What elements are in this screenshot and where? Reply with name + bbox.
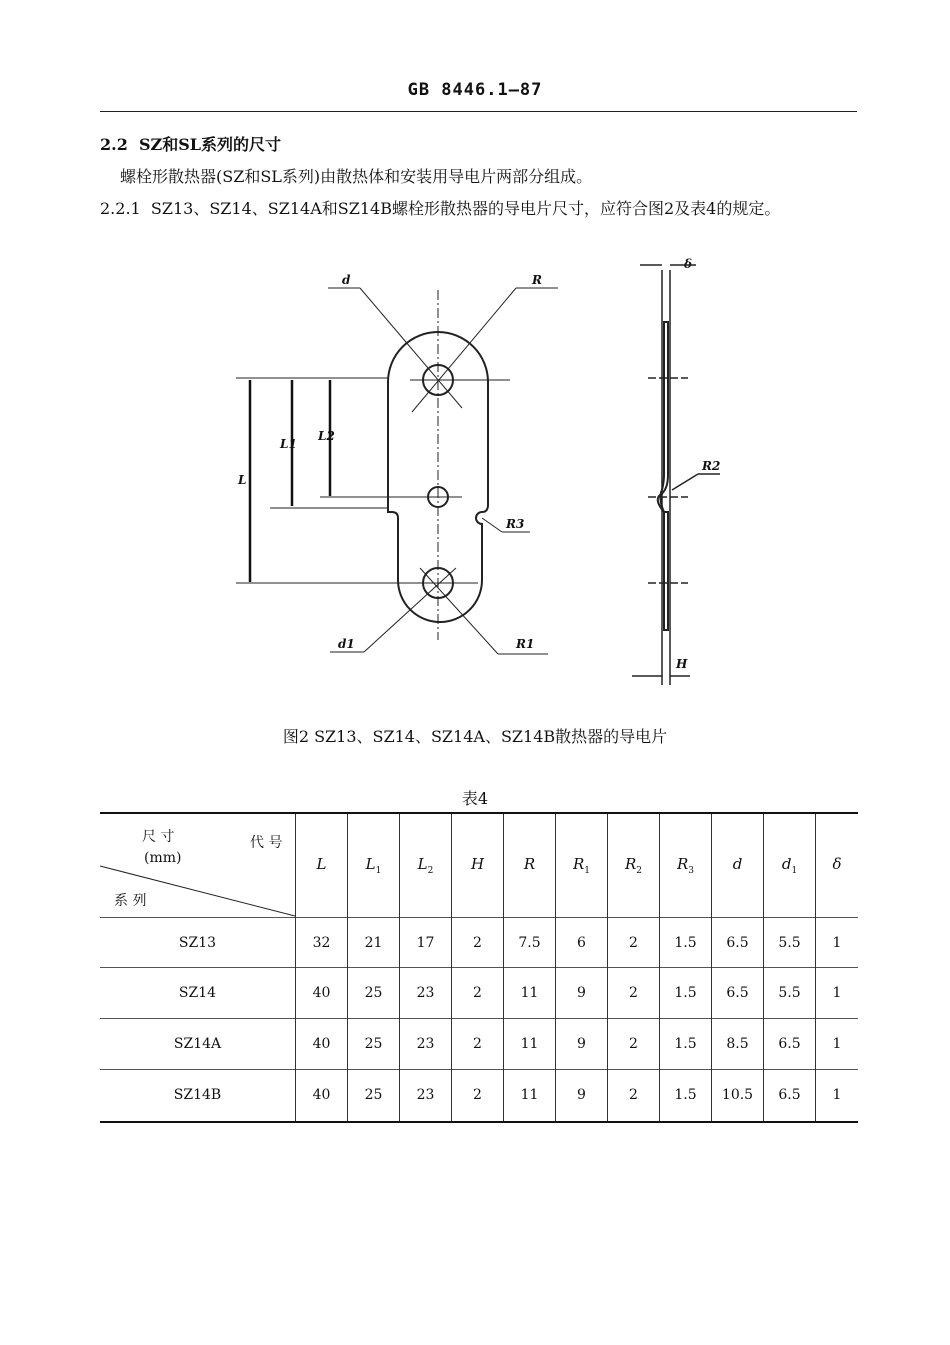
section-2-2-paragraph: 螺栓形散热器(SZ和SL系列)由散热体和安装用导电片两部分组成。	[120, 167, 593, 186]
value-cell: 17	[400, 918, 452, 968]
document-header: GB 8446.1—87	[407, 80, 543, 100]
col-header: $d_1$	[764, 813, 816, 918]
value-cell: 6.5	[712, 968, 764, 1019]
label-R3: R3	[506, 517, 525, 531]
col-header: d	[712, 813, 764, 918]
value-cell: 7.5	[504, 918, 556, 968]
value-cell: 2	[452, 968, 504, 1019]
value-cell: 2	[608, 1019, 660, 1070]
label-H: H	[676, 657, 688, 671]
col-header: H	[452, 813, 504, 918]
table-row	[100, 918, 858, 968]
table-row	[100, 968, 858, 1019]
value-cell: 32	[296, 918, 348, 968]
col-header: $R_1$	[556, 813, 608, 918]
corner-header-cell	[100, 813, 296, 918]
value-cell: 23	[400, 968, 452, 1019]
section-number: 2.2.1	[100, 199, 141, 218]
value-cell: 25	[348, 1070, 400, 1122]
table-header-row	[100, 813, 858, 918]
col-header: $R_2$	[608, 813, 660, 918]
value-cell: 40	[296, 1070, 348, 1122]
figure-caption: 图2 SZ13、SZ14、SZ14A、SZ14B散热器的导电片	[282, 727, 668, 746]
table-row	[100, 1019, 858, 1070]
value-cell: 2	[608, 1070, 660, 1122]
series-cell: SZ13	[100, 918, 296, 968]
label-R1: R1	[516, 637, 535, 651]
value-cell: 11	[504, 1019, 556, 1070]
value-cell: 1.5	[660, 918, 712, 968]
corner-unit-label: (mm)	[144, 850, 182, 866]
label-d: d	[342, 273, 351, 287]
value-cell: 25	[348, 1019, 400, 1070]
value-cell: 1	[816, 1019, 859, 1070]
value-cell: 5.5	[764, 918, 816, 968]
col-header: L	[296, 813, 348, 918]
value-cell: 11	[504, 968, 556, 1019]
dimensions-table	[100, 812, 858, 1123]
value-cell: 8.5	[712, 1019, 764, 1070]
section-text: SZ13、SZ14、SZ14A和SZ14B螺栓形散热器的导电片尺寸，应符合图2及表4的规定。	[150, 199, 781, 218]
value-cell: 6	[556, 918, 608, 968]
value-cell: 25	[348, 968, 400, 1019]
value-cell: 9	[556, 968, 608, 1019]
table-title: 表4	[461, 789, 489, 808]
col-header: $R_3$	[660, 813, 712, 918]
value-cell: 5.5	[764, 968, 816, 1019]
label-d1: d1	[338, 637, 355, 651]
value-cell: 9	[556, 1019, 608, 1070]
col-header: $L_1$	[348, 813, 400, 918]
label-L1: L1	[280, 437, 297, 451]
conductor-plate-drawing	[200, 250, 720, 690]
value-cell: 23	[400, 1070, 452, 1122]
value-cell: 11	[504, 1070, 556, 1122]
col-header: δ	[816, 813, 859, 918]
label-L: L	[238, 473, 247, 487]
value-cell: 1.5	[660, 968, 712, 1019]
value-cell: 10.5	[712, 1070, 764, 1122]
section-2-2-heading	[100, 132, 281, 155]
section-title: SZ和SL系列的尺寸	[138, 135, 282, 154]
section-number: 2.2	[100, 135, 128, 154]
col-header: $L_2$	[400, 813, 452, 918]
value-cell: 6.5	[712, 918, 764, 968]
corner-series-label: 系 列	[114, 893, 147, 909]
series-cell: SZ14B	[100, 1070, 296, 1122]
series-cell: SZ14	[100, 968, 296, 1019]
value-cell: 2	[452, 918, 504, 968]
value-cell: 9	[556, 1070, 608, 1122]
value-cell: 23	[400, 1019, 452, 1070]
table-row	[100, 1070, 858, 1122]
value-cell: 1	[816, 918, 859, 968]
value-cell: 40	[296, 968, 348, 1019]
side-view	[632, 265, 720, 685]
header-rule	[100, 111, 857, 112]
value-cell: 6.5	[764, 1070, 816, 1122]
value-cell: 2	[452, 1019, 504, 1070]
value-cell: 6.5	[764, 1019, 816, 1070]
section-2-2-1-paragraph	[100, 196, 780, 219]
label-delta: δ	[684, 257, 693, 271]
label-R: R	[532, 273, 542, 287]
value-cell: 1	[816, 968, 859, 1019]
value-cell: 40	[296, 1019, 348, 1070]
value-cell: 1	[816, 1070, 859, 1122]
corner-size-label: 尺 寸	[142, 829, 175, 845]
label-L2: L2	[318, 429, 335, 443]
value-cell: 2	[608, 918, 660, 968]
value-cell: 1.5	[660, 1070, 712, 1122]
value-cell: 2	[608, 968, 660, 1019]
label-R2: R2	[702, 459, 720, 473]
value-cell: 1.5	[660, 1019, 712, 1070]
corner-code-label: 代 号	[250, 835, 283, 851]
col-header: R	[504, 813, 556, 918]
value-cell: 2	[452, 1070, 504, 1122]
value-cell: 21	[348, 918, 400, 968]
series-cell: SZ14A	[100, 1019, 296, 1070]
